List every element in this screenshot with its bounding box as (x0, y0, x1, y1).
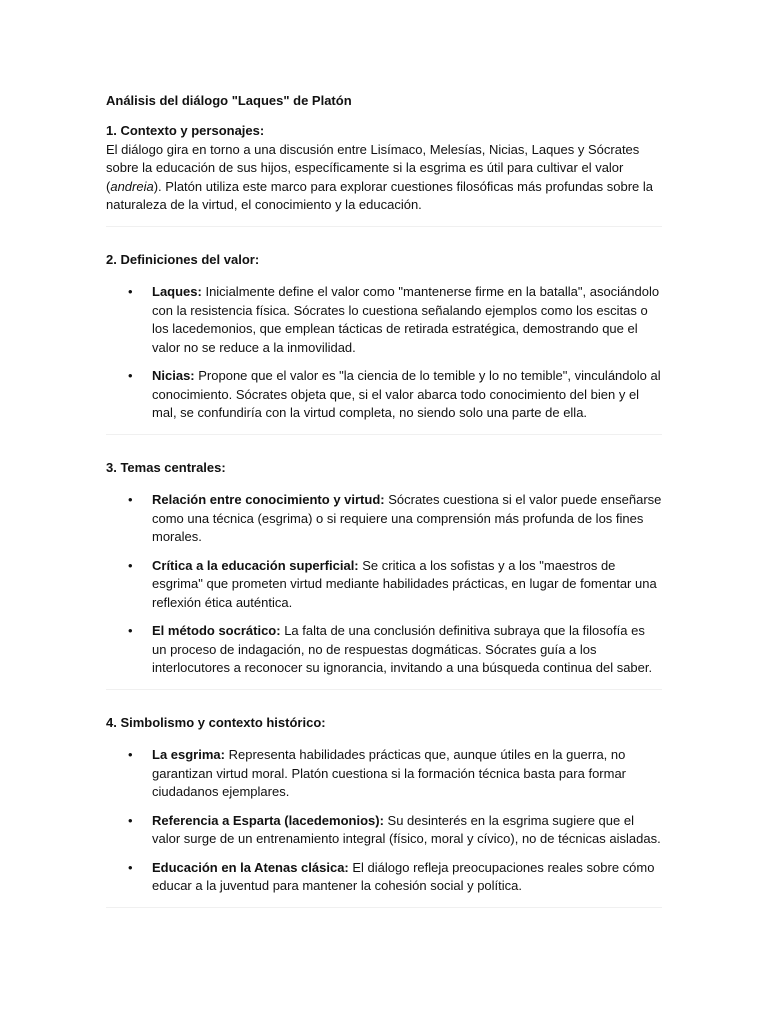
bullet-icon: • (128, 812, 133, 828)
section-heading: 3. Temas centrales: (106, 459, 226, 475)
list-item (106, 491, 662, 547)
section-themes (106, 459, 662, 690)
item-text: Sócrates cuestiona si el valor puede enseñarse como una técnica (esgrima) o si requiere una comprensión más profunda de los fines morales. (152, 492, 662, 544)
bullet-list (106, 746, 662, 896)
section-divider (106, 434, 662, 435)
item-term: El método socrático: (152, 623, 281, 638)
bullet-icon: • (128, 368, 133, 383)
item-term: Referencia a Esparta (lacedemonios): (152, 812, 384, 828)
section-context (106, 122, 662, 227)
item-term: Crítica a la educación superficial: (152, 557, 359, 573)
item-term: Laques: (152, 284, 202, 299)
paragraph-emphasis: andreia (110, 178, 154, 194)
bullet-list (106, 283, 662, 423)
list-item (106, 746, 662, 802)
list-item (106, 367, 662, 423)
bullet-icon: • (128, 492, 133, 507)
item-text: Su desinterés en la esgrima sugiere que el valor surge de un entrenamiento integral (físico, moral y cívico), no de técnicas aisladas. (152, 812, 661, 846)
bullet-icon: • (128, 747, 133, 762)
section-heading: 1. Contexto y personajes: (106, 123, 265, 138)
section-definitions (106, 251, 662, 435)
bullet-icon: • (128, 284, 133, 299)
item-text: El diálogo refleja preocupaciones reales sobre cómo educar a la juventud para mantener la cohesión social y política. (152, 859, 655, 893)
item-text: Representa habilidades prácticas que, aunque útiles en la guerra, no garantizan virtud moral. Platón cuestiona si la formación técnica basta para formar ciudadanos ejemplares. (152, 747, 627, 799)
item-text: La falta de una conclusión definitiva subraya que la filosofía es un proceso de indagación, no de respuestas dogmáticas. Sócrates guía a los interlocutores a reconocer su ignorancia, invitando a una búsqueda continua del saber. (152, 623, 653, 675)
bullet-icon: • (128, 859, 133, 875)
list-item (106, 557, 662, 613)
bullet-icon: • (128, 623, 133, 638)
paragraph-text: El diálogo gira en torno a una discusión entre Lisímaco, Melesías, Nicias, Laques y Sócrates sobre la educación de sus hijos, específicamente si la esgrima es útil para cultivar el valor ( (106, 141, 640, 194)
section-heading: 4. Simbolismo y contexto histórico: (106, 714, 326, 730)
item-term: Educación en la Atenas clásica: (152, 859, 349, 875)
item-term: Relación entre conocimiento y virtud: (152, 492, 385, 507)
section-divider (106, 226, 662, 227)
section-symbolism (106, 714, 662, 908)
list-item (106, 812, 662, 849)
section-paragraph (106, 141, 662, 215)
item-term: Nicias: (152, 368, 195, 383)
paragraph-text: ). Platón utiliza este marco para explorar cuestiones filosóficas más profundas sobre la naturaleza de la virtud, el conocimiento y la educación. (106, 178, 654, 212)
section-heading: 2. Definiciones del valor: (106, 251, 260, 267)
list-item (106, 622, 662, 678)
item-term: La esgrima: (152, 747, 225, 762)
list-item (106, 283, 662, 357)
item-text: Inicialmente define el valor como "mantenerse firme en la batalla", asociándolo con la resistencia física. Sócrates lo cuestiona señalando ejemplos como los escitas o los lacedemonios, que emplean tácticas de retirada estratégica, demostrando que el valor no se reduce a la inmovilidad. (152, 284, 660, 355)
document-title: Análisis del diálogo "Laques" de Platón (106, 93, 352, 108)
bullet-list (106, 491, 662, 678)
item-text: Se critica a los sofistas y a los "maestros de esgrima" que prometen virtud mediante habilidades prácticas, en lugar de fomentar una reflexión ética auténtica. (152, 557, 657, 610)
bullet-icon: • (128, 557, 133, 573)
item-text: Propone que el valor es "la ciencia de lo temible y lo no temible", vinculándolo al conocimiento. Sócrates objeta que, si el valor abarca todo conocimiento del bien y el mal, se confundiría con la virtud completa, no siendo solo una parte de ella. (152, 368, 661, 420)
section-divider (106, 689, 662, 690)
section-divider (106, 907, 662, 908)
list-item (106, 859, 662, 896)
